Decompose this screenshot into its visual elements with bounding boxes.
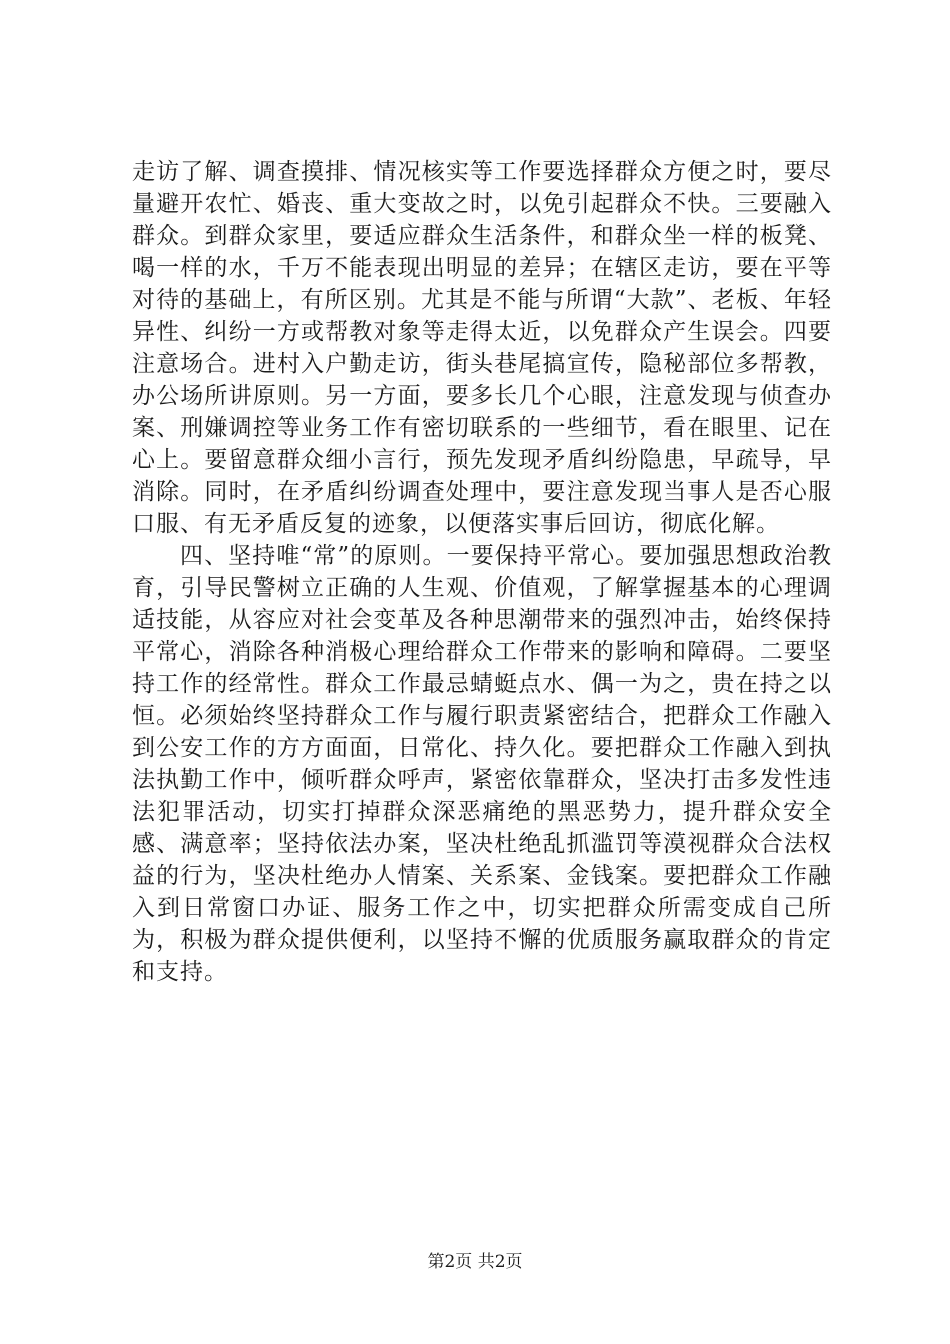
- page-number-footer: 第2页 共2页: [427, 1252, 523, 1272]
- document-body: [132, 156, 832, 988]
- paragraph-continued: 走访了解、调查摸排、情况核实等工作要选择群众方便之时，要尽量避开农忙、婚丧、重大变故之时，以免引起群众不快。三要融入群众。到群众家里，要适应群众生活条件，和群众坐一样的板凳、喝一样的水，千万不能表现出明显的差异；在辖区走访，要在平等对待的基础上，有所区别。尤其是不能与所谓“大款”、老板、年轻异性、纠纷一方或帮教对象等走得太近，以免群众产生误会。四要注意场合。进村入户勤走访，街头巷尾搞宣传，隐秘部位多帮教，办公场所讲原则。另一方面，要多长几个心眼，注意发现与侦查办案、刑嫌调控等业务工作有密切联系的一些细节，看在眼里、记在心上。要留意群众细小言行，预先发现矛盾纠纷隐患，早疏导，早消除。同时，在矛盾纠纷调查处理中，要注意发现当事人是否心服口服、有无矛盾反复的迹象，以便落实事后回访，彻底化解。: [132, 159, 832, 537]
- paragraph-section-four: 四、坚持唯“常”的原则。一要保持平常心。要加强思想政治教育，引导民警树立正确的人生观、价值观，了解掌握基本的心理调适技能，从容应对社会变革及各种思潮带来的强烈冲击，始终保持平常心，消除各种消极心理给群众工作带来的影响和障碍。二要坚持工作的经常性。群众工作最忌蜻蜓点水、偶一为之，贵在持之以恒。必须始终坚持群众工作与履行职责紧密结合，把群众工作融入到公安工作的方方面面，日常化、持久化。要把群众工作融入到执法执勤工作中，倾听群众呼声，紧密依靠群众，坚决打击多发性违法犯罪活动，切实打掉群众深恶痛绝的黑恶势力，提升群众安全感、满意率；坚持依法办案，坚决杜绝乱抓滥罚等漠视群众合法权益的行为，坚决杜绝办人情案、关系案、金钱案。要把群众工作融入到日常窗口办证、服务工作之中，切实把群众所需变成自己所为，积极为群众提供便利，以坚持不懈的优质服务赢取群众的肯定和支持。: [132, 543, 832, 985]
